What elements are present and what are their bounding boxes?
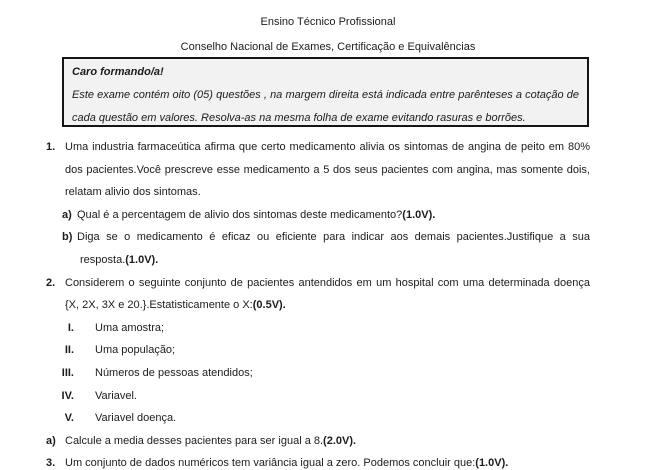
option-roman-3-numeral: III. [61,366,74,379]
question-1b-letter: b) [62,231,73,244]
question-3-score: (1.0V). [475,457,509,470]
exam-notice-box [62,57,589,127]
option-roman-5 [46,407,590,430]
option-roman-4 [46,385,590,408]
header-line-2: Conselho Nacional de Exames, Certificação e Equivalências [180,41,476,53]
option-roman-5-numeral: V. [64,412,74,425]
header-line-1: Ensino Técnico Profissional [260,16,396,28]
question-2 [46,272,590,317]
option-roman-4-numeral: IV. [61,389,74,402]
question-1-text: Uma industria farmaceútica afirma que certo medicamento alivia os sintomas de angina de peito em 80% dos pacientes.Você prescreve esse medicamento a 5 dos seus pacientes com angina, mas somente dois, relatam alivio dos sintomas. [65,141,590,199]
question-2a-text: Calcule a media desses pacientes para ser igual a 8. [65,434,324,447]
question-1a-score: (1.0V). [402,208,436,221]
question-2a [46,430,590,453]
question-3-number: 3. [46,457,56,470]
question-2a-letter: a) [46,434,56,447]
option-roman-1 [46,317,590,340]
question-1b [46,226,590,271]
option-roman-2-numeral: II. [64,344,74,357]
question-1a-text: Qual é a percentagem de alivio dos sintomas deste medicamento? [77,208,403,221]
notice-title: Caro formando/a! [72,66,164,78]
notice-body: Este exame contém oito (05) questões , na margem direita está indicada entre parênteses a cotação de cada questão em valores. Resolva-as na mesma folha de exame evitando rasuras e borrões. [72,89,579,124]
option-roman-1-numeral: I. [67,321,74,334]
option-roman-3-text: Números de pessoas atendidos; [95,366,253,379]
question-1 [46,136,590,204]
option-roman-2-text: Uma população; [95,344,176,357]
option-roman-2 [46,339,590,362]
document-header [0,10,656,60]
question-3-text: Um conjunto de dados numéricos tem variância igual a zero. Podemos concluir que: [65,457,476,470]
question-2a-score: (2.0V). [323,434,357,447]
question-1b-score: (1.0V). [125,253,159,266]
question-1b-text: Diga se o medicamento é eficaz ou eficiente para indicar aos demais pacientes.Justifique a sua resposta. [77,231,590,266]
question-1a [46,204,590,227]
questions-list [46,136,590,470]
question-1a-letter: a) [62,208,72,221]
option-roman-5-text: Variavel doença. [95,412,177,425]
question-3 [46,452,590,470]
question-1-number: 1. [46,141,56,153]
question-2-number: 2. [46,276,56,289]
option-roman-4-text: Variavel. [95,389,137,402]
option-roman-3 [46,362,590,385]
question-2-score: (0.5V). [252,299,286,312]
option-roman-1-text: Uma amostra; [95,321,165,334]
question-2-text: Considerem o seguinte conjunto de pacientes antendidos em um hospital com uma determinada doença {X, 2X, 3X e 20.}.Estatisticamente o X: [65,276,590,312]
